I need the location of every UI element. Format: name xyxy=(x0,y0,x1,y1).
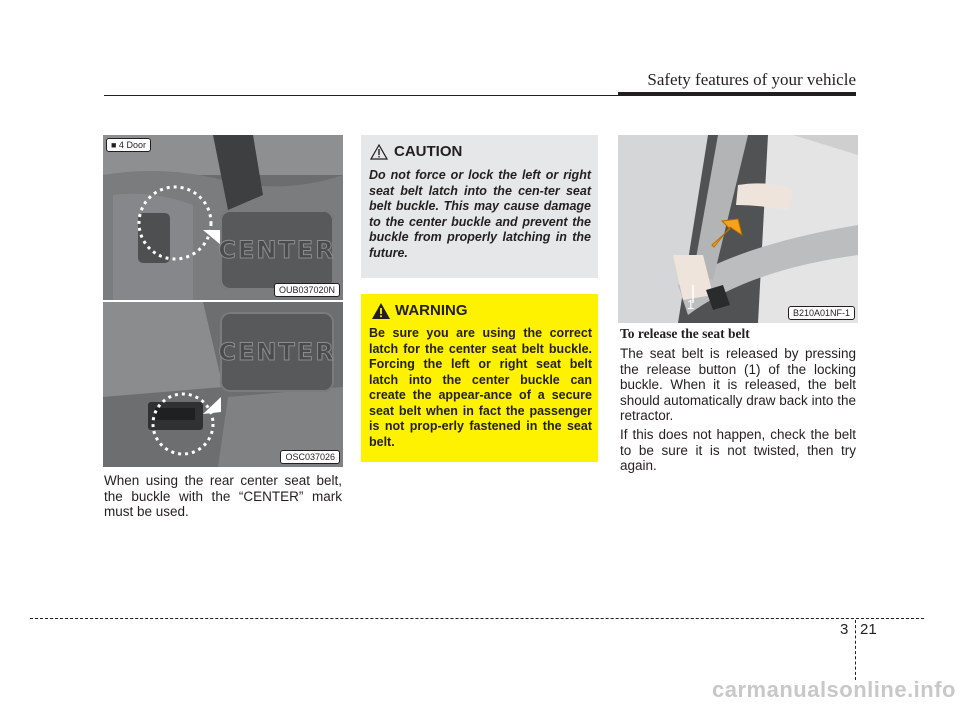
center-belt-instruction: When using the rear center seat belt, the buckle with the “CENTER” mark must be used. xyxy=(104,473,342,519)
caution-title: CAUTION xyxy=(394,143,463,160)
release-subheading: To release the seat belt xyxy=(620,326,750,341)
variant-tag: ■ 4 Door xyxy=(106,138,151,152)
caution-text: Do not force or lock the left or right seat belt latch into the cen-ter seat belt buckle. This may cause damage to the center buckle and prevent the buckle from properly latching in the future. xyxy=(369,168,591,260)
caution-box xyxy=(361,135,598,278)
figure-release-seat-belt xyxy=(618,135,858,323)
caution-triangle-icon xyxy=(370,144,388,160)
warning-triangle-icon xyxy=(371,302,391,320)
footer-divider xyxy=(855,620,856,680)
warning-text: Be sure you are using the correct latch for the center seat belt buckle. Forcing the left or right seat belt latch into the center buckle can create the appear-ance of a secure seat belt when in fact the passenger is not prop-erly fastened in the seat belt. xyxy=(369,326,592,449)
center-label-card: CENTER xyxy=(220,210,334,290)
warning-box xyxy=(361,294,598,462)
release-paragraph-1: The seat belt is released by pressing the release button (1) of the locking buckle. When it is released, the belt should automatically draw back into the retractor. xyxy=(620,346,856,423)
figure-code: OSC037026 xyxy=(280,450,340,464)
figure-code: B210A01NF-1 xyxy=(788,306,855,320)
footer-rule xyxy=(30,618,924,619)
chapter-number: 3 xyxy=(840,621,849,638)
warning-title: WARNING xyxy=(395,302,468,319)
center-label-card: CENTER xyxy=(220,312,334,392)
release-paragraph-2: If this does not happen, check the belt to be sure it is not twisted, then try again. xyxy=(620,427,856,473)
figure-rear-buckle-4door xyxy=(103,135,343,300)
section-title: Safety features of your vehicle xyxy=(647,70,856,89)
header-rule-accent xyxy=(618,92,856,96)
release-button-callout: 1 xyxy=(687,297,695,312)
watermark: carmanualsonline.info xyxy=(712,677,956,702)
page-number: 21 xyxy=(860,621,877,638)
figure-code: OUB037020N xyxy=(274,283,340,297)
buckle-release-illustration xyxy=(618,135,858,323)
figure-rear-buckle-center xyxy=(103,302,343,467)
